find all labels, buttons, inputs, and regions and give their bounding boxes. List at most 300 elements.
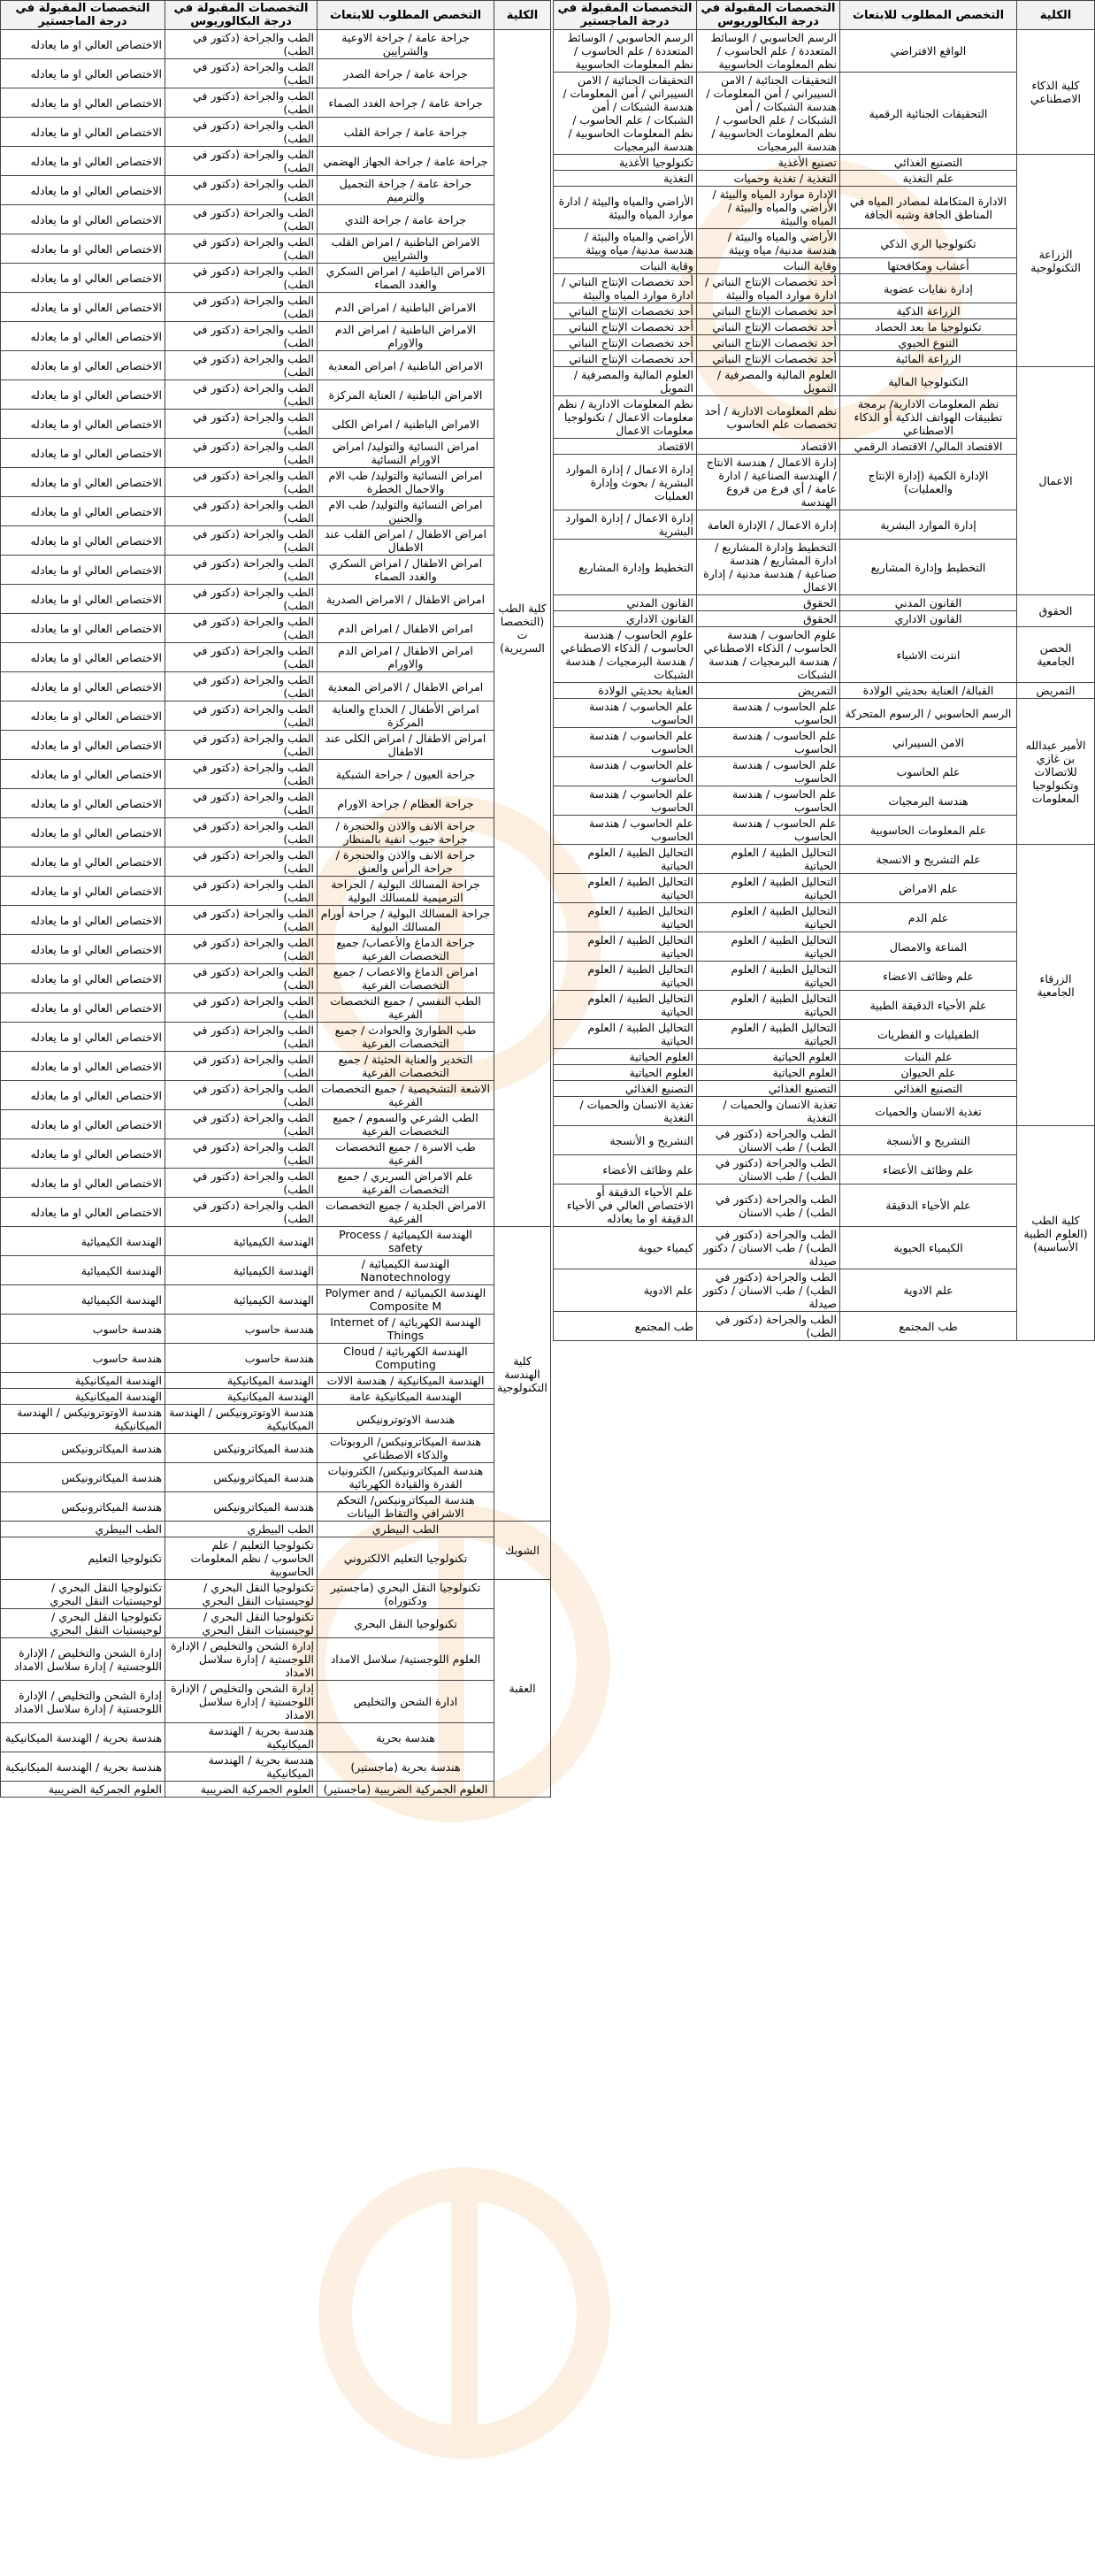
table-row <box>1 643 551 672</box>
master-accepted-cell: الاختصاص العالي او ما يعادله <box>1 468 165 497</box>
master-accepted-cell: نظم المعلومات الادارية / نظم معلومات الاعمال / تكنولوجيا معلومات الاعمال <box>554 396 697 439</box>
bachelor-accepted-cell: الطب والجراحة (دكتور في الطب) <box>165 702 318 731</box>
master-accepted-cell: الاختصاص العالي او ما يعادله <box>1 147 165 176</box>
table-row <box>1 1522 551 1537</box>
required-specialization-cell: الهندسة الميكانيكية / هندسة الالات <box>318 1373 494 1389</box>
bachelor-accepted-cell: هندسة الميكاترونيكس <box>165 1492 318 1522</box>
required-specialization-cell: علم المعلومات الحاسوبية <box>840 816 1017 845</box>
required-specialization-cell: تكنولوجيا الري الذكي <box>840 229 1017 258</box>
table-row <box>554 187 1095 229</box>
master-accepted-cell: تكنولوجيا الأغذية <box>554 155 697 171</box>
bachelor-accepted-cell: الطب والجراحة (دكتور في الطب) <box>165 556 318 585</box>
required-specialization-cell: الهندسة الميكانيكية عامة <box>318 1389 494 1405</box>
required-specialization-cell: الامراض الجلدية / جميع التخصصات الفرعية <box>318 1198 494 1227</box>
bachelor-accepted-cell: تغذية الانسان والحميات / التغذية <box>697 1097 840 1126</box>
master-accepted-cell: الهندسة الكيميائية <box>1 1285 165 1315</box>
required-specialization-cell: امراض النسائية والتوليد/ طب الام والجنين <box>318 497 494 526</box>
required-specialization-cell: الهندسة الكيميائية / Nanotechnology <box>318 1256 494 1285</box>
master-accepted-cell: الاختصاص العالي او ما يعادله <box>1 205 165 234</box>
required-specialization-cell: علم الأحياء الدقيقة الطبية <box>840 991 1017 1020</box>
required-specialization-cell: الامراض الباطنية / امراض القلب والشرايين <box>318 234 494 264</box>
master-accepted-cell: هندسة الميكاترونيكس <box>1 1434 165 1463</box>
master-accepted-cell: التصنيع الغذائي <box>554 1081 697 1097</box>
bachelor-accepted-cell: الطب والجراحة (دكتور في الطب) <box>165 1110 318 1139</box>
bachelor-accepted-cell: التحقيقات الجنائية / الامن السيبراني / أمن المعلومات / هندسة الشبكات / أمن الشبكات / علم الحاسوب / نظم المعلومات الحاسوبية / هندسة البرمجيات <box>697 73 840 155</box>
required-specialization-cell: التشريح و الأنسجة <box>840 1126 1017 1155</box>
master-accepted-cell: الاختصاص العالي او ما يعادله <box>1 264 165 293</box>
required-specialization-cell: الاقتصاد المالي/ الاقتصاد الرقمي <box>840 439 1017 455</box>
table-row <box>1 1198 551 1227</box>
college-cell: كلية الطب (العلوم الطبية الأساسية) <box>1017 1126 1095 1341</box>
required-specialization-cell: جراحة عامة / جراحة الجهاز الهضمي <box>318 147 494 176</box>
table-row <box>554 728 1095 757</box>
master-accepted-cell: إدارة الشحن والتخليص / الإدارة اللوجستية / إدارة سلاسل الامداد <box>1 1681 165 1723</box>
master-accepted-cell: الاختصاص العالي او ما يعادله <box>1 964 165 993</box>
bachelor-accepted-cell: الطب والجراحة (دكتور في الطب) <box>165 1081 318 1110</box>
college-cell: الحقوق <box>1017 595 1095 627</box>
master-accepted-cell: هندسة بحرية / الهندسة الميكانيكية <box>1 1752 165 1782</box>
bachelor-accepted-cell: الطب والجراحة (دكتور في الطب) <box>165 205 318 234</box>
table-row <box>554 1049 1095 1065</box>
required-specialization-cell: الادارة المتكاملة لمصادر المياه في المناطق الجافة وشبه الجافة <box>840 187 1017 229</box>
master-accepted-cell: الطب البيطري <box>1 1522 165 1537</box>
bachelor-accepted-cell: الطب والجراحة (دكتور في الطب) <box>165 818 318 847</box>
table-row <box>1 1139 551 1169</box>
required-specialization-cell: جراحة الدماغ والأعصاب/ جميع التخصصات الفرعية <box>318 935 494 964</box>
required-specialization-cell: أعشاب ومكافحتها <box>840 258 1017 274</box>
table-row <box>1 439 551 468</box>
required-specialization-cell: القانون الاداري <box>840 611 1017 627</box>
bachelor-accepted-cell: الطب والجراحة (دكتور في الطب) <box>165 264 318 293</box>
table-row <box>554 319 1095 335</box>
header-college: الكلية <box>1017 1 1095 30</box>
required-specialization-cell: إدارة نفايات عضوية <box>840 274 1017 303</box>
college-cell: الشوبك <box>494 1522 551 1580</box>
table-row <box>1 59 551 88</box>
master-accepted-cell: هندسة حاسوب <box>1 1344 165 1373</box>
master-accepted-cell: علم وظائف الأعضاء <box>554 1155 697 1184</box>
bachelor-accepted-cell: الطب والجراحة (دكتور في الطب) <box>165 614 318 643</box>
header-bachelor-accepted: التخصصات المقبولة في درجة البكالوريوس <box>697 1 840 30</box>
table-row <box>1 1344 551 1373</box>
master-accepted-cell: الاختصاص العالي او ما يعادله <box>1 88 165 118</box>
bachelor-accepted-cell: علم الحاسوب / هندسة الحاسوب <box>697 757 840 786</box>
right-specializations-table <box>553 0 1095 1341</box>
bachelor-accepted-cell: الطب والجراحة (دكتور في الطب) <box>165 760 318 789</box>
table-row <box>554 991 1095 1020</box>
bachelor-accepted-cell: الطب والجراحة (دكتور في الطب) <box>165 731 318 760</box>
master-accepted-cell: الاختصاص العالي او ما يعادله <box>1 935 165 964</box>
table-row <box>1 410 551 439</box>
master-accepted-cell: الاختصاص العالي او ما يعادله <box>1 614 165 643</box>
master-accepted-cell: الأراضي والمياه والبيئة / ادارة موارد المياه والبيئة <box>554 187 697 229</box>
table-row <box>1 1256 551 1285</box>
bachelor-accepted-cell: التحاليل الطبية / العلوم الحياتية <box>697 1020 840 1049</box>
table-row <box>554 30 1095 73</box>
master-accepted-cell: التحاليل الطبية / العلوم الحياتية <box>554 874 697 903</box>
bachelor-accepted-cell: الطب والجراحة (دكتور في الطب) <box>165 993 318 1023</box>
required-specialization-cell: جراحة العظام / جراحة الاورام <box>318 789 494 818</box>
bachelor-accepted-cell: الطب والجراحة (دكتور في الطب) <box>165 439 318 468</box>
required-specialization-cell: الامن السيبراني <box>840 728 1017 757</box>
master-accepted-cell: الاختصاص العالي او ما يعادله <box>1 176 165 205</box>
master-accepted-cell: التحاليل الطبية / العلوم الحياتية <box>554 932 697 962</box>
table-row <box>1 1227 551 1256</box>
required-specialization-cell: امراض الاطفال / امراض الكلى عند الاطفال <box>318 731 494 760</box>
table-row <box>1 1110 551 1139</box>
header-row <box>1 1 551 30</box>
required-specialization-cell: التنوع الحيوي <box>840 335 1017 351</box>
header-required-specialization: التخصص المطلوب للابتعاث <box>318 1 494 30</box>
table-row <box>554 683 1095 699</box>
required-specialization-cell: التحقيقات الجنائية الرقمية <box>840 73 1017 155</box>
master-accepted-cell: التحاليل الطبية / العلوم الحياتية <box>554 962 697 991</box>
college-cell: الزرقاء الجامعية <box>1017 845 1095 1126</box>
master-accepted-cell: تكنولوجيا التعليم <box>1 1537 165 1580</box>
master-accepted-cell: القانون المدني <box>554 595 697 611</box>
master-accepted-cell: الاختصاص العالي او ما يعادله <box>1 993 165 1023</box>
table-row <box>554 699 1095 728</box>
bachelor-accepted-cell: الحقوق <box>697 611 840 627</box>
required-specialization-cell: هندسة البرمجيات <box>840 786 1017 816</box>
bachelor-accepted-cell: الطب والجراحة (دكتور في الطب) <box>165 468 318 497</box>
bachelor-accepted-cell: أحد تخصصات الإنتاج النباتي <box>697 303 840 319</box>
required-specialization-cell: هندسة الميكاترونيكس/ الروبوتات والذكاء الاصطناعي <box>318 1434 494 1463</box>
required-specialization-cell: القانون المدني <box>840 595 1017 611</box>
bachelor-accepted-cell: الطب والجراحة (دكتور في الطب) <box>165 176 318 205</box>
table-row <box>554 1269 1095 1312</box>
header-row <box>554 1 1095 30</box>
bachelor-accepted-cell: علم الحاسوب / هندسة الحاسوب <box>697 728 840 757</box>
master-accepted-cell: الاقتصاد <box>554 439 697 455</box>
required-specialization-cell: امراض النسائية والتوليد/ امراض الاورام النسائية <box>318 439 494 468</box>
bachelor-accepted-cell: التصنيع الغذائي <box>697 1081 840 1097</box>
bachelor-accepted-cell: الطب والجراحة (دكتور في الطب) <box>165 1023 318 1052</box>
bachelor-accepted-cell: التغذية / تغذية وحميات <box>697 171 840 187</box>
required-specialization-cell: طب المجتمع <box>840 1312 1017 1341</box>
table-row <box>1 118 551 147</box>
bachelor-accepted-cell: التخطيط وإدارة المشاريع /ادارة المشاريع / هندسة صناعية / هندسة مدنية / إدارة الاعمال <box>697 540 840 595</box>
required-specialization-cell: هندسة بحرية (ماجستير) <box>318 1752 494 1782</box>
bachelor-accepted-cell: الطب والجراحة (دكتور في الطب) / طب الاسنان <box>697 1184 840 1227</box>
master-accepted-cell: هندسة الميكاترونيكس <box>1 1492 165 1522</box>
table-row <box>554 396 1095 439</box>
table-row <box>554 540 1095 595</box>
bachelor-accepted-cell: الطب والجراحة (دكتور في الطب) <box>165 59 318 88</box>
bachelor-accepted-cell: هندسة حاسوب <box>165 1315 318 1344</box>
bachelor-accepted-cell: الطب والجراحة (دكتور في الطب) <box>165 847 318 877</box>
bachelor-accepted-cell: التمريض <box>697 683 840 699</box>
table-row <box>554 73 1095 155</box>
bachelor-accepted-cell: أحد تخصصات الإنتاج النباتي / ادارة موارد المياه والبيئة <box>697 274 840 303</box>
master-accepted-cell: الاختصاص العالي او ما يعادله <box>1 906 165 935</box>
master-accepted-cell: علم الأحياء الدقيقة أو الاختصاص العالي في الأحياء الدقيقة او ما يعادله <box>554 1184 697 1227</box>
required-specialization-cell: التكنولوجيا المالية <box>840 367 1017 396</box>
master-accepted-cell: الاختصاص العالي او ما يعادله <box>1 818 165 847</box>
table-row <box>1 293 551 322</box>
required-specialization-cell: نظم المعلومات الادارية/ برمجة تطبيقات الهواتف الذكية أو الذكاء الاصطناعي <box>840 396 1017 439</box>
bachelor-accepted-cell: الطب والجراحة (دكتور في الطب) <box>165 88 318 118</box>
required-specialization-cell: هندسة الاوتوترونيكس <box>318 1405 494 1434</box>
table-row <box>554 962 1095 991</box>
table-row <box>554 816 1095 845</box>
required-specialization-cell: علم النبات <box>840 1049 1017 1065</box>
table-row <box>1 1681 551 1723</box>
bachelor-accepted-cell: تصنيع الأغذية <box>697 155 840 171</box>
required-specialization-cell: القبالة/ العناية بحديثي الولادة <box>840 683 1017 699</box>
bachelor-accepted-cell: التحاليل الطبية / العلوم الحياتية <box>697 932 840 962</box>
required-specialization-cell: إدارة الموارد البشرية <box>840 510 1017 540</box>
master-accepted-cell: الهندسة الكيميائية <box>1 1256 165 1285</box>
required-specialization-cell: علم الأحياء الدقيقة <box>840 1184 1017 1227</box>
required-specialization-cell: طب الطوارئ والحوادث / جميع التخصصات الفرعية <box>318 1023 494 1052</box>
bachelor-accepted-cell: تكنولوجيا النقل البحري / لوجيستيات النقل البحري <box>165 1580 318 1609</box>
master-accepted-cell: العلوم المالية والمصرفية / التمويل <box>554 367 697 396</box>
table-row <box>554 303 1095 319</box>
required-specialization-cell: الإدارة الكمية (إدارة الإنتاج والعمليات) <box>840 455 1017 510</box>
required-specialization-cell: علم الامراض <box>840 874 1017 903</box>
table-row <box>1 1405 551 1434</box>
master-accepted-cell: الاختصاص العالي او ما يعادله <box>1 672 165 702</box>
bachelor-accepted-cell: الهندسة الكيميائية <box>165 1285 318 1315</box>
required-specialization-cell: جراحة عامة / جراحة الصدر <box>318 59 494 88</box>
bachelor-accepted-cell: الطب والجراحة (دكتور في الطب) <box>165 906 318 935</box>
table-row <box>1 1169 551 1198</box>
table-row <box>554 1020 1095 1049</box>
table-row <box>1 30 551 59</box>
master-accepted-cell: الاختصاص العالي او ما يعادله <box>1 702 165 731</box>
master-accepted-cell: الاختصاص العالي او ما يعادله <box>1 497 165 526</box>
required-specialization-cell: الهندسة الكيميائية / Polymer and Composite M <box>318 1285 494 1315</box>
bachelor-accepted-cell: الطب والجراحة (دكتور في الطب) <box>165 322 318 351</box>
required-specialization-cell: هندسة الميكاترونيكس/ الكترونيات القدرة والقيادة الكهربائية <box>318 1463 494 1492</box>
table-row <box>1 702 551 731</box>
table-row <box>1 1315 551 1344</box>
master-accepted-cell: الاختصاص العالي او ما يعادله <box>1 1023 165 1052</box>
master-accepted-cell: الاختصاص العالي او ما يعادله <box>1 643 165 672</box>
master-accepted-cell: التشريح و الأنسجة <box>554 1126 697 1155</box>
table-row <box>554 274 1095 303</box>
bachelor-accepted-cell: الطب والجراحة (دكتور في الطب) <box>165 789 318 818</box>
table-row <box>1 147 551 176</box>
master-accepted-cell: الاختصاص العالي او ما يعادله <box>1 410 165 439</box>
table-row <box>1 322 551 351</box>
header-master-accepted: التخصصات المقبولة في درجة الماجستير <box>554 1 697 30</box>
master-accepted-cell: الاختصاص العالي او ما يعادله <box>1 234 165 264</box>
table-row <box>554 595 1095 611</box>
table-row <box>1 234 551 264</box>
left-specializations-table <box>0 0 551 1798</box>
bachelor-accepted-cell: الطب والجراحة (دكتور في الطب) <box>165 293 318 322</box>
table-row <box>1 556 551 585</box>
table-row <box>554 903 1095 932</box>
table-row <box>554 932 1095 962</box>
master-accepted-cell: تغذية الانسان والحميات / التغذية <box>554 1097 697 1126</box>
bachelor-accepted-cell: الهندسة الميكانيكية <box>165 1389 318 1405</box>
master-accepted-cell: الاختصاص العالي او ما يعادله <box>1 1081 165 1110</box>
required-specialization-cell: الزراعة الذكية <box>840 303 1017 319</box>
master-accepted-cell: الهندسة الميكانيكية <box>1 1389 165 1405</box>
bachelor-accepted-cell: الطب والجراحة (دكتور في الطب) <box>165 643 318 672</box>
bachelor-accepted-cell: تكنولوجيا النقل البحري / لوجيستيات النقل البحري <box>165 1609 318 1638</box>
required-specialization-cell: علم الامراض السريري / جميع التخصصات الفرعية <box>318 1169 494 1198</box>
bachelor-accepted-cell: العلوم الجمركية الضريبية <box>165 1782 318 1798</box>
required-specialization-cell: امراض الاطفال / امراض الدم <box>318 614 494 643</box>
required-specialization-cell: علم وظائف الأعضاء <box>840 1155 1017 1184</box>
required-specialization-cell: هندسة بحرية <box>318 1723 494 1752</box>
required-specialization-cell: الكيمياء الحيوية <box>840 1227 1017 1269</box>
table-row <box>1 351 551 380</box>
table-row <box>1 1609 551 1638</box>
required-specialization-cell: الامراض الباطنية / امراض الكلى <box>318 410 494 439</box>
master-accepted-cell: التحاليل الطبية / العلوم الحياتية <box>554 845 697 874</box>
master-accepted-cell: أحد تخصصات الإنتاج النباتي <box>554 335 697 351</box>
table-row <box>554 439 1095 455</box>
master-accepted-cell: الأراضي والمياه والبيئة / هندسة مدنية/ مياه وبيئة <box>554 229 697 258</box>
table-row <box>1 906 551 935</box>
master-accepted-cell: الاختصاص العالي او ما يعادله <box>1 526 165 556</box>
bachelor-accepted-cell: الإدارة موارد المياه والبيئة / الأراضي والمياه والبيئة / المياه والبيئة <box>697 187 840 229</box>
bachelor-accepted-cell: الطب والجراحة (دكتور في الطب) <box>165 585 318 614</box>
table-row <box>554 874 1095 903</box>
master-accepted-cell: الاختصاص العالي او ما يعادله <box>1 556 165 585</box>
required-specialization-cell: هندسة الميكاترونيكس/ التحكم الاشرافي والتقاط البيانات <box>318 1492 494 1522</box>
master-accepted-cell: الاختصاص العالي او ما يعادله <box>1 760 165 789</box>
table-row <box>554 1312 1095 1341</box>
bachelor-accepted-cell: أحد تخصصات الإنتاج النباتي <box>697 351 840 367</box>
table-row <box>554 351 1095 367</box>
required-specialization-cell: علم وظائف الاعضاء <box>840 962 1017 991</box>
required-specialization-cell: تكنولوجيا النقل البحري <box>318 1609 494 1638</box>
master-accepted-cell: الاختصاص العالي او ما يعادله <box>1 731 165 760</box>
bachelor-accepted-cell: الطب والجراحة (دكتور في الطب) <box>165 964 318 993</box>
table-row <box>1 1081 551 1110</box>
bachelor-accepted-cell: إدارة الاعمال / هندسة الانتاج / الهندسة الصناعية / ادارة عامة / أي فرع من فروع الهندسة <box>697 455 840 510</box>
table-row <box>1 264 551 293</box>
table-row <box>1 1285 551 1315</box>
table-row <box>1 88 551 118</box>
left-table-body <box>1 30 551 1798</box>
master-accepted-cell: هندسة الميكاترونيكس <box>1 1463 165 1492</box>
master-accepted-cell: تكنولوجيا النقل البحري / لوجيستيات النقل البحري <box>1 1609 165 1638</box>
table-row <box>554 611 1095 627</box>
master-accepted-cell: أحد تخصصات الإنتاج النباتي <box>554 303 697 319</box>
required-specialization-cell: علم التغذية <box>840 171 1017 187</box>
required-specialization-cell: امراض الاطفال / امراض القلب عند الاطفال <box>318 526 494 556</box>
bachelor-accepted-cell: تكنولوجيا التعليم / علم الحاسوب / نظم المعلومات الحاسوبية <box>165 1537 318 1580</box>
required-specialization-cell: جراحة المسالك البولية / الجراحة الترميمية للمسالك البولية <box>318 877 494 906</box>
master-accepted-cell: علم الحاسوب / هندسة الحاسوب <box>554 699 697 728</box>
college-cell: الاعمال <box>1017 367 1095 595</box>
required-specialization-cell: تكنولوجيا ما بعد الحصاد <box>840 319 1017 335</box>
college-cell: كلية الطب (التخصصات السريرية) <box>494 30 551 1227</box>
college-cell: كلية الهندسة التكنولوجية <box>494 1227 551 1522</box>
header-college: الكلية <box>494 1 551 30</box>
master-accepted-cell: علم الادوية <box>554 1269 697 1312</box>
bachelor-accepted-cell: الطب والجراحة (دكتور في الطب) <box>165 1139 318 1169</box>
required-specialization-cell: العلوم اللوجستية/ سلاسل الامداد <box>318 1638 494 1681</box>
table-row <box>1 818 551 847</box>
table-row <box>1 1638 551 1681</box>
required-specialization-cell: امراض الدماغ والاعصاب / جميع التخصصات الفرعية <box>318 964 494 993</box>
master-accepted-cell: الاختصاص العالي او ما يعادله <box>1 585 165 614</box>
required-specialization-cell: علم الدم <box>840 903 1017 932</box>
table-row <box>1 672 551 702</box>
master-accepted-cell: الاختصاص العالي او ما يعادله <box>1 1052 165 1081</box>
bachelor-accepted-cell: وقاية النبات <box>697 258 840 274</box>
college-cell: الحصن الجامعية <box>1017 627 1095 683</box>
required-specialization-cell: جراحة العيون / جراحة الشبكية <box>318 760 494 789</box>
right-table-body <box>554 30 1095 1341</box>
required-specialization-cell: الزراعة المائية <box>840 351 1017 367</box>
college-cell: التمريض <box>1017 683 1095 699</box>
bachelor-accepted-cell: التحاليل الطبية / العلوم الحياتية <box>697 991 840 1020</box>
bachelor-accepted-cell: هندسة الميكاترونيكس <box>165 1463 318 1492</box>
table-row <box>1 1723 551 1752</box>
bachelor-accepted-cell: الطب والجراحة (دكتور في الطب) <box>165 410 318 439</box>
bachelor-accepted-cell: نظم المعلومات الادارية / أحد تخصصات علم الحاسوب <box>697 396 840 439</box>
table-row <box>554 786 1095 816</box>
required-specialization-cell: الطب النفسي / جميع التخصصات الفرعية <box>318 993 494 1023</box>
master-accepted-cell: علم الحاسوب / هندسة الحاسوب <box>554 757 697 786</box>
bachelor-accepted-cell: الطب والجراحة (دكتور في الطب) <box>165 1198 318 1227</box>
master-accepted-cell: العلوم الحياتية <box>554 1065 697 1081</box>
required-specialization-cell: جراحة عامة / جراحة التجميل والترميم <box>318 176 494 205</box>
required-specialization-cell: امراض الاطفال / الامراض المعدية <box>318 672 494 702</box>
table-row <box>1 1537 551 1580</box>
master-accepted-cell: علم الحاسوب / هندسة الحاسوب <box>554 816 697 845</box>
required-specialization-cell: علم الحاسوب <box>840 757 1017 786</box>
header-required-specialization: التخصص المطلوب للابتعاث <box>840 1 1017 30</box>
table-row <box>1 1782 551 1798</box>
master-accepted-cell: التحاليل الطبية / العلوم الحياتية <box>554 991 697 1020</box>
table-row <box>1 205 551 234</box>
master-accepted-cell: الهندسة الميكانيكية <box>1 1373 165 1389</box>
table-row <box>554 757 1095 786</box>
required-specialization-cell: تغذية الانسان والحميات <box>840 1097 1017 1126</box>
master-accepted-cell: إدارة الاعمال / إدارة الموارد البشرية <box>554 510 697 540</box>
bachelor-accepted-cell: علم الحاسوب / هندسة الحاسوب <box>697 786 840 816</box>
master-accepted-cell: الاختصاص العالي او ما يعادله <box>1 59 165 88</box>
master-accepted-cell: التحقيقات الجنائية / الامن السيبراني / أمن المعلومات / هندسة الشبكات / أمن الشبكات / علم الحاسوب / نظم المعلومات الحاسوبية / هندسة البرمجيات <box>554 73 697 155</box>
table-row <box>554 171 1095 187</box>
bachelor-accepted-cell: الطب والجراحة (دكتور في الطب) <box>165 877 318 906</box>
header-bachelor-accepted: التخصصات المقبولة في درجة البكالوريوس <box>165 1 318 30</box>
required-specialization-cell: علم الادوية <box>840 1269 1017 1312</box>
master-accepted-cell: الاختصاص العالي او ما يعادله <box>1 439 165 468</box>
table-row <box>1 1752 551 1782</box>
required-specialization-cell: الامراض الباطنية / امراض الدم <box>318 293 494 322</box>
master-accepted-cell: إدارة الشحن والتخليص / الإدارة اللوجستية / إدارة سلاسل الامداد <box>1 1638 165 1681</box>
bachelor-accepted-cell: الطب والجراحة (دكتور في الطب) / طب الاسنان <box>697 1126 840 1155</box>
required-specialization-cell: جراحة عامة / جراحة الاوعية والشرايين <box>318 30 494 59</box>
master-accepted-cell: الاختصاص العالي او ما يعادله <box>1 380 165 410</box>
required-specialization-cell: الامراض الباطنية / امراض السكري والغدد الصماء <box>318 264 494 293</box>
table-row <box>1 935 551 964</box>
master-accepted-cell: الاختصاص العالي او ما يعادله <box>1 1110 165 1139</box>
required-specialization-cell: الامراض الباطنية / امراض الدم والاورام <box>318 322 494 351</box>
master-accepted-cell: الاختصاص العالي او ما يعادله <box>1 847 165 877</box>
master-accepted-cell: تكنولوجيا النقل البحري / لوجيستيات النقل البحري <box>1 1580 165 1609</box>
required-specialization-cell: امراض الأطفال / الخداج والعناية المركزة <box>318 702 494 731</box>
bachelor-accepted-cell: الطب البيطري <box>165 1522 318 1537</box>
bachelor-accepted-cell: الطب والجراحة (دكتور في الطب) <box>165 935 318 964</box>
master-accepted-cell: التحاليل الطبية / العلوم الحياتية <box>554 1020 697 1049</box>
table-row <box>1 468 551 497</box>
bachelor-accepted-cell: الطب والجراحة (دكتور في الطب) / طب الاسنان / دكتور صيدلة <box>697 1269 840 1312</box>
master-accepted-cell: العناية بحديثي الولادة <box>554 683 697 699</box>
required-specialization-cell: امراض الاطفال / امراض الدم والاورام <box>318 643 494 672</box>
